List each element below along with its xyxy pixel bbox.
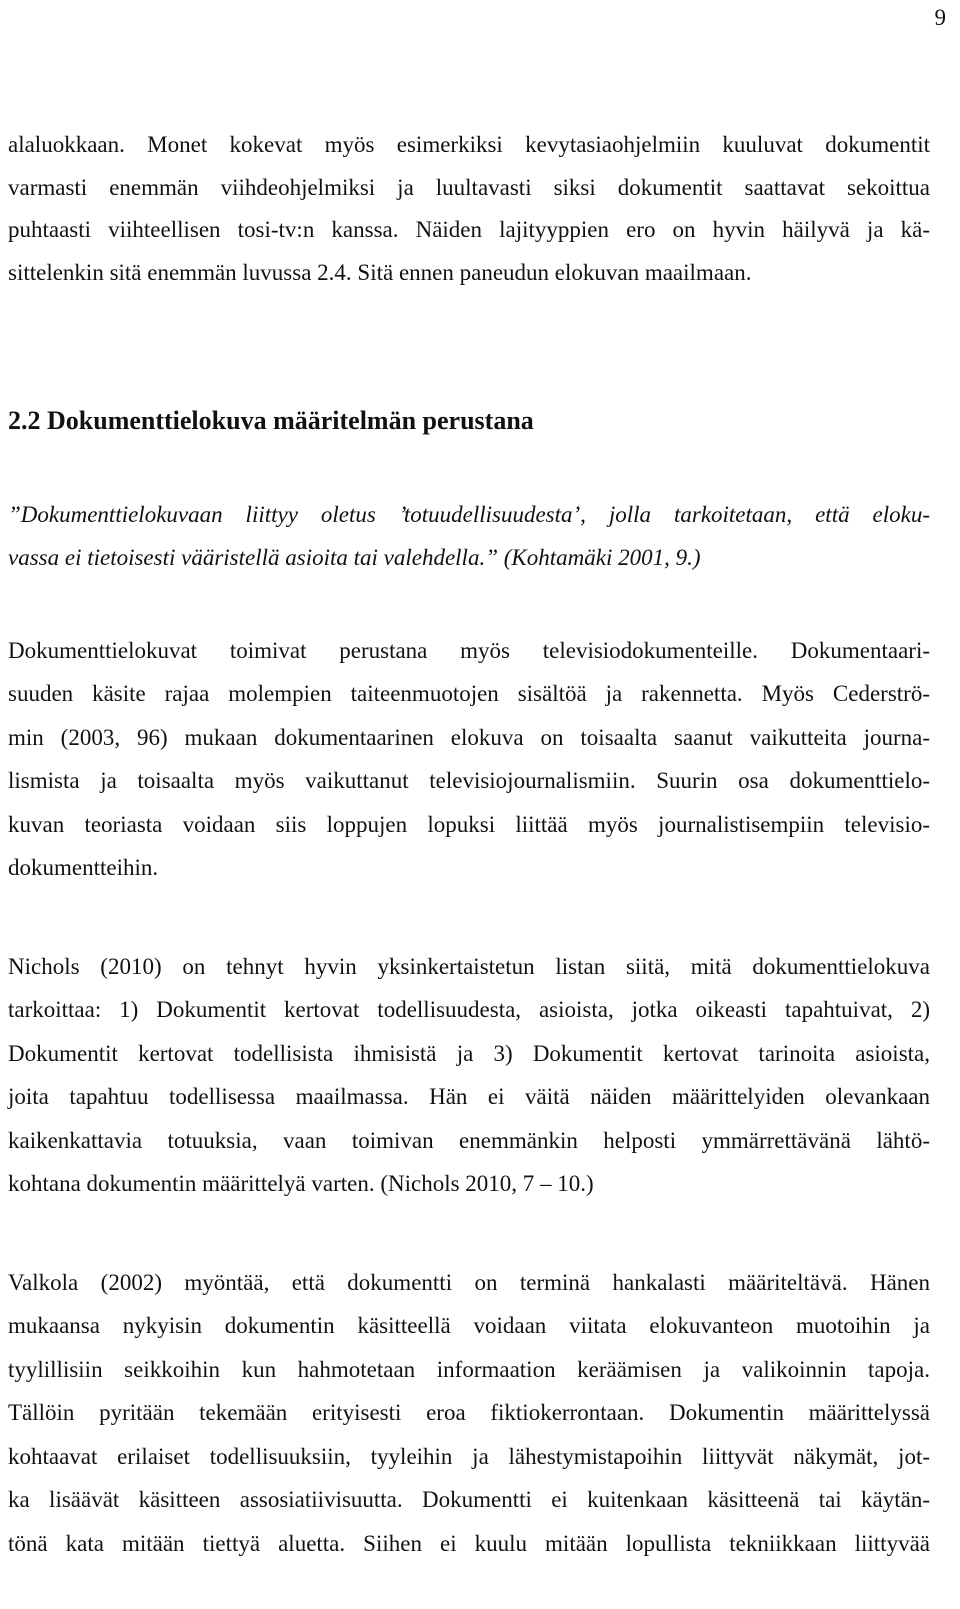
quote-line: vassa ei tietoisesti vääristellä asioita tai valehdella.” (Kohtamäki 2001, 9.) xyxy=(8,545,701,570)
text-line: lismista ja toisaalta myös vaikuttanut televisiojournalismiin. Suurin osa dokumenttielo- xyxy=(8,768,930,793)
text-line: tönä kata mitään tiettyä aluetta. Siihen ei kuulu mitään lopullista tekniikkaan liittyvää xyxy=(8,1531,930,1556)
text-line: Tällöin pyritään tekemään erityisesti eroa fiktiokerrontaan. Dokumentin määrittelyssä xyxy=(8,1400,930,1425)
text-line: Valkola (2002) myöntää, että dokumentti on terminä hankalasti määriteltävä. Hänen xyxy=(8,1270,930,1295)
text-line: suuden käsite rajaa molempien taiteenmuotojen sisältöä ja rakennetta. Myös Cederströ- xyxy=(8,681,930,706)
quote-line: ”Dokumenttielokuvaan liittyy oletus ’totuudellisuudesta’, jolla tarkoitetaan, että eloku- xyxy=(8,502,930,527)
text-line: mukaansa nykyisin dokumentin käsitteellä voidaan viitata elokuvanteon muotoihin ja xyxy=(8,1313,930,1338)
text-line: Dokumentit kertovat todellisista ihmisistä ja 3) Dokumentit kertovat tarinoita asioista, xyxy=(8,1041,930,1066)
text-line: kohtaavat erilaiset todellisuuksiin, tyyleihin ja lähestymistapoihin liittyvät näkymät, jot- xyxy=(8,1444,930,1469)
text-line: kohtana dokumentin määrittelyä varten. (Nichols 2010, 7 – 10.) xyxy=(8,1171,594,1196)
text-line: min (2003, 96) mukaan dokumentaarinen elokuva on toisaalta saanut vaikutteita journa- xyxy=(8,725,930,750)
section-heading: 2.2 Dokumenttielokuva määritelmän perustana xyxy=(8,406,534,435)
text-line: varmasti enemmän viihdeohjelmiksi ja luultavasti siksi dokumentit saattavat sekoittua xyxy=(8,175,930,200)
text-line: ka lisäävät käsitteen assosiatiivisuutta. Dokumentti ei kuitenkaan käsitteenä tai käytän- xyxy=(8,1487,930,1512)
text-line: Dokumenttielokuvat toimivat perustana myös televisiodokumenteille. Dokumentaari- xyxy=(8,638,930,663)
text-line: dokumentteihin. xyxy=(8,855,159,880)
page-number: 9 xyxy=(934,5,946,30)
text-line: joita tapahtuu todellisessa maailmassa. Hän ei väitä näiden määrittelyiden olevankaan xyxy=(8,1084,930,1109)
text-line: kaikenkattavia totuuksia, vaan toimivan enemmänkin helposti ymmärrettävänä lähtö- xyxy=(8,1128,930,1153)
text-line: sittelenkin sitä enemmän luvussa 2.4. Sitä ennen paneudun elokuvan maailmaan. xyxy=(8,260,752,285)
text-line: tyylillisiin seikkoihin kun hahmotetaan informaation keräämisen ja valikoinnin tapoja. xyxy=(8,1357,930,1382)
text-line: tarkoittaa: 1) Dokumentit kertovat todellisuudesta, asioista, jotka oikeasti tapahtuivat, 2) xyxy=(8,997,930,1022)
text-line: Nichols (2010) on tehnyt hyvin yksinkertaistetun listan siitä, mitä dokumenttielokuva xyxy=(8,954,930,979)
text-line: puhtaasti viihteellisen tosi-tv:n kanssa. Näiden lajityyppien ero on hyvin häilyvä ja kä- xyxy=(8,217,930,242)
text-line: alaluokkaan. Monet kokevat myös esimerkiksi kevytasiaohjelmiin kuuluvat dokumentit xyxy=(8,132,930,157)
text-line: kuvan teoriasta voidaan siis loppujen lopuksi liittää myös journalistisempiin televisio- xyxy=(8,812,930,837)
